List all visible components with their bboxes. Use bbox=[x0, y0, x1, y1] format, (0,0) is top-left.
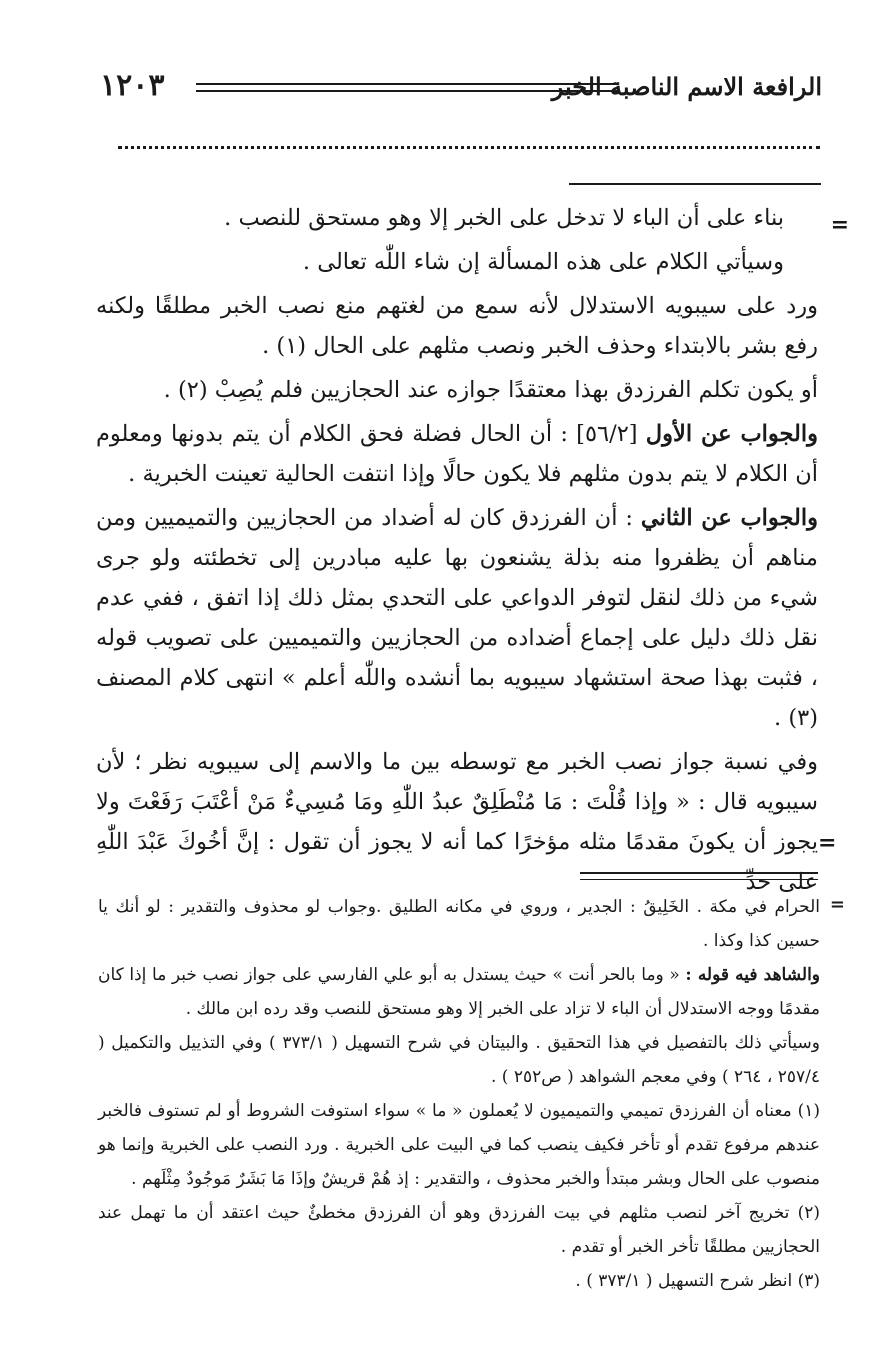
separator-rule bbox=[569, 183, 821, 185]
main-text bbox=[96, 198, 818, 902]
footnote-3: (٣) انظر شرح التسهيل ( ٣٧٣/١ ) . bbox=[575, 1271, 820, 1291]
paragraph-1: بناء على أن الباء لا تدخل على الخبر إلا وهو مستحق للنصب . bbox=[224, 205, 784, 231]
page-number: ١٢٠٣ bbox=[100, 68, 165, 103]
running-header bbox=[100, 66, 822, 110]
answer-second-heading: والجواب عن الثاني bbox=[640, 505, 818, 531]
continuation-mark-notes: = bbox=[829, 894, 845, 915]
paragraph-3: ورد على سيبويه الاستدلال لأنه سمع من لغتهم منع نصب الخبر مطلقًا ولكنه رفع بشر بالابتداء وحذف الخبر ونصب مثلهم على الحال (١) . bbox=[96, 293, 818, 359]
footnote-1: (١) معناه أن الفرزدق تميمي والتميميون لا يُعملون « ما » سواء استوفت الشروط أو لم تستوف فالخبر عندهم مرفوع تقدم أو تأخر فكيف ينصب كما في البيت على الخبرية . ورد النصب على الخبرية وإنما هو منصوب على الحال وبشر مبتدأ والخبر محذوف ، والتقدير : إذ هُمْ قريشٌ وإذَا مَا بَشَرٌ مَوجُودٌ مِثْلَهم . bbox=[98, 1101, 820, 1189]
paragraph-5 bbox=[96, 414, 818, 494]
paragraph-7: وفي نسبة جواز نصب الخبر مع توسطه بين ما والاسم إلى سيبويه نظر ؛ لأن سيبويه قال : « وإذا قُلْتَ : مَا مُنْطَلِقٌ عبدُ اللّٰهِ ومَا مُسِيءٌ مَنْ أعْتَبَ رَفَعْتَ ولا يجوز أن يكونَ مقدمًا مثله مؤخرًا كما أنه لا يجوز أن تقول : إنَّ أخُوكَ عَبْدَ اللّٰهِ على حدِّ bbox=[96, 749, 818, 895]
paragraph-4: أو يكون تكلم الفرزدق بهذا معتقدًا جوازه عند الحجازيين فلم يُصِبْ (٢) . bbox=[163, 377, 818, 403]
note-continuation-c: وسيأتي ذلك بالتفصيل في هذا التحقيق . والبيتان في شرح التسهيل ( ٣٧٣/١ ) وفي التذييل والتكميل ( ٢٥٧/٤ ، ٢٦٤ ) وفي معجم الشواهد ( ص٢٥٢ ) . bbox=[98, 1033, 821, 1087]
answer-second-text: : أن الفرزدق كان له أضداد من الحجازيين والتميميين ومن مناهم أن يظفروا منه بذلة يشنعون بها عليه مبادرين إلى تخطئته ولو جرى شيء من ذلك لنقل لتوفر الدواعي على التحدي بمثل ذلك إذا اتفق ، ففي عدم نقل ذلك دليل على إجماع أضداده من الحجازيين والتميميين على تصويب قوله ، فثبت بهذا صحة استشهاد سيبويه بما أنشده واللّٰه أعلم » انتهى كلام المصنف (٣) . bbox=[96, 505, 818, 731]
footnote-2: (٢) تخريج آخر لنصب مثلهم في بيت الفرزدق وهو أن الفرزدق مخطئٌ حيث اعتقد أن ما تهمل عند الحجازيين مطلقًا تأخر الخبر أو تقدم . bbox=[98, 1203, 820, 1257]
paragraph-2: وسيأتي الكلام على هذه المسألة إن شاء اللّٰه تعالى . bbox=[302, 249, 784, 275]
continuation-mark-top: = bbox=[830, 212, 849, 238]
note-evidence-text: « وما بالحر أنت » حيث يستدل به أبو علي الفارسي على جواز نصب خبر ما إذا كان مقدمًا ووجه الاستدلال أن الباء لا تزاد على الخبر إلا وهو مستحق للنصب وقد رده ابن مالك . bbox=[98, 965, 820, 1019]
header-title: الرافعة الاسم الناصبة الخبر bbox=[551, 72, 822, 101]
footnote-rule-thin bbox=[580, 879, 818, 880]
note-continuation-a: الحرام في مكة . الخَلِيقُ : الجدير ، وروي في مكانه الطليق .وجواب لو محذوف والتقدير : لو أنك يا حسين كذا وكذا . bbox=[98, 897, 820, 951]
answer-first-text: [٥٦/٢] : أن الحال فضلة فحق الكلام أن يتم بدونها ومعلوم أن الكلام لا يتم بدون مثلهم فلا يكون حالًا وإذا انتفت الحالية تعينت الخبرية . bbox=[96, 421, 818, 487]
footnotes bbox=[98, 890, 820, 1298]
note-continuation-b bbox=[98, 958, 820, 1026]
header-rule bbox=[196, 83, 618, 92]
paragraph-6 bbox=[96, 498, 818, 738]
footnote-rule bbox=[580, 872, 818, 874]
dotted-divider bbox=[118, 146, 820, 149]
answer-first-heading: والجواب عن الأول bbox=[645, 421, 819, 447]
note-evidence-heading: والشاهد فيه قوله : bbox=[685, 965, 821, 985]
continuation-mark-main-end: = bbox=[818, 830, 837, 856]
